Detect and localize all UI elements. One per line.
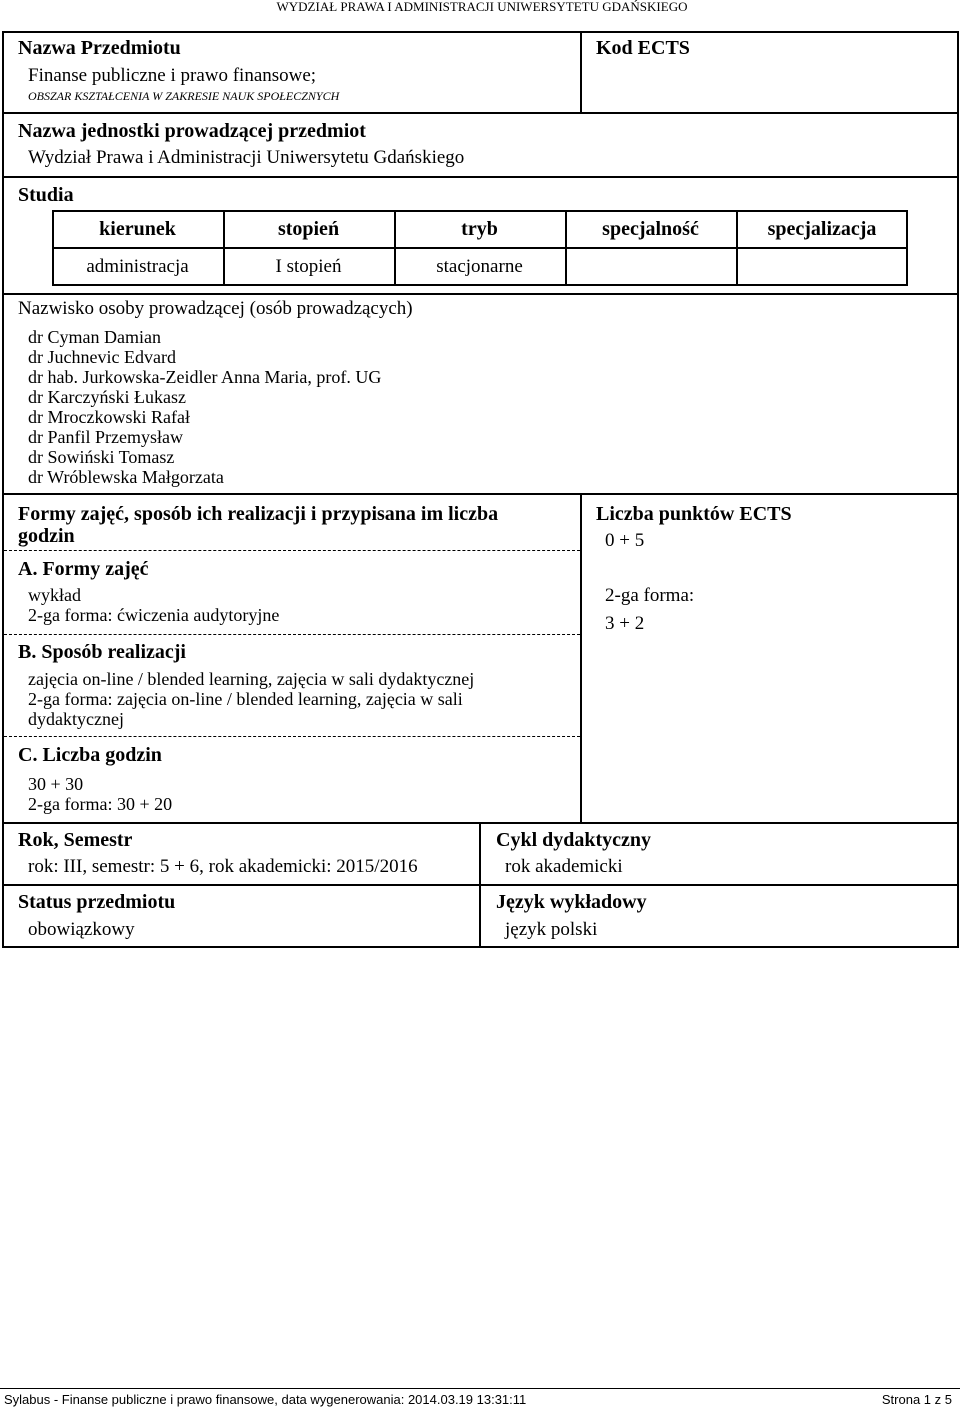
list-item: 2-ga forma: zajęcia on-line / blended learning, zajęcia w sali: [28, 689, 463, 709]
divider: [2, 293, 959, 295]
table-header-specjalnosc: specjalność: [602, 218, 699, 240]
table-header-specjalizacja: specjalizacja: [767, 218, 877, 240]
forms-b-list: [28, 669, 474, 729]
forms-c-list: [28, 774, 172, 814]
list-item: wykład: [28, 585, 81, 605]
instructor-name: dr Panfil Przemysław: [28, 427, 183, 447]
forms-a-list: [28, 585, 279, 625]
status-label: Status przedmiotu: [18, 891, 176, 913]
dashed-divider: [4, 550, 580, 551]
table-cell-kierunek: administracja: [86, 256, 189, 277]
list-item: 2-ga forma: ćwiczenia audytoryjne: [28, 605, 280, 625]
list-item: 2-ga forma: 30 + 20: [28, 794, 173, 814]
cycle-value: rok akademicki: [505, 856, 623, 877]
dashed-divider: [4, 634, 580, 635]
instructor-name: dr Karczyński Łukasz: [28, 387, 186, 407]
instructor-name: dr Sowiński Tomasz: [28, 447, 175, 467]
instructor-name: dr Wróblewska Małgorzata: [28, 467, 224, 487]
ects-points-second-value: 3 + 2: [605, 613, 645, 634]
instructor-name: dr hab. Jurkowska-Zeidler Anna Maria, prof. UG: [28, 367, 382, 387]
ects-points-value: 0 + 5: [605, 530, 645, 551]
divider: [580, 493, 582, 823]
forms-label: Formy zajęć, sposób ich realizacji i przypisana im liczba godzin: [18, 503, 499, 547]
table-header-tryb: tryb: [461, 218, 498, 240]
divider: [2, 884, 959, 886]
instructor-name: dr Cyman Damian: [28, 327, 161, 347]
divider: [580, 31, 582, 113]
list-item: zajęcia on-line / blended learning, zajęcia w sali dydaktycznej: [28, 669, 475, 689]
table-row-divider: [52, 247, 908, 249]
instructor-name: dr Juchnevic Edvard: [28, 347, 176, 367]
course-area: OBSZAR KSZTAŁCENIA W ZAKRESIE NAUK SPOŁECZNYCH: [28, 89, 340, 103]
ects-points-second-label: 2-ga forma:: [605, 585, 695, 606]
language-label: Język wykładowy: [496, 891, 647, 913]
instructors-list: [28, 327, 381, 487]
divider: [2, 493, 959, 495]
table-header-stopien: stopień: [277, 218, 340, 240]
ects-points-label: Liczba punktów ECTS: [596, 503, 792, 525]
forms-c-label: C. Liczba godzin: [18, 744, 162, 766]
list-item: 30 + 30: [28, 774, 84, 794]
dashed-divider: [4, 736, 580, 737]
table-header-kierunek: kierunek: [99, 218, 176, 240]
footer-left: Sylabus - Finanse publiczne i prawo finansowe, data wygenerowania: 2014.03.19 13:31:11: [4, 1392, 527, 1407]
forms-a-label: A. Formy zajęć: [18, 558, 149, 580]
ects-code-label: Kod ECTS: [596, 37, 690, 59]
course-name-value: Finanse publiczne i prawo finansowe;: [28, 65, 317, 86]
unit-value: Wydział Prawa i Administracji Uniwersytetu Gdańskiego: [28, 147, 465, 168]
year-semester-label: Rok, Semestr: [18, 829, 133, 851]
divider: [2, 176, 959, 178]
status-value: obowiązkowy: [28, 919, 135, 940]
instructors-label: Nazwisko osoby prowadzącej (osób prowadzących): [18, 298, 413, 319]
unit-label: Nazwa jednostki prowadzącej przedmiot: [18, 120, 366, 142]
forms-b-label: B. Sposób realizacji: [18, 641, 186, 663]
footer-page-number: Strona 1 z 5: [881, 1392, 952, 1407]
year-semester-value: rok: III, semestr: 5 + 6, rok akademicki: 2015/2016: [28, 856, 418, 877]
divider: [2, 112, 959, 114]
studies-label: Studia: [18, 184, 74, 206]
language-value: język polski: [505, 919, 598, 940]
table-cell-tryb: stacjonarne: [436, 256, 523, 277]
list-item: dydaktycznej: [28, 709, 124, 729]
instructor-name: dr Mroczkowski Rafał: [28, 407, 190, 427]
course-name-label: Nazwa Przedmiotu: [18, 37, 181, 59]
footer-rule: [0, 1388, 960, 1389]
page-header: WYDZIAŁ PRAWA I ADMINISTRACJI UNIWERSYTETU GDAŃSKIEGO: [276, 0, 688, 14]
table-cell-stopien: I stopień: [275, 256, 342, 277]
cycle-label: Cykl dydaktyczny: [496, 829, 652, 851]
